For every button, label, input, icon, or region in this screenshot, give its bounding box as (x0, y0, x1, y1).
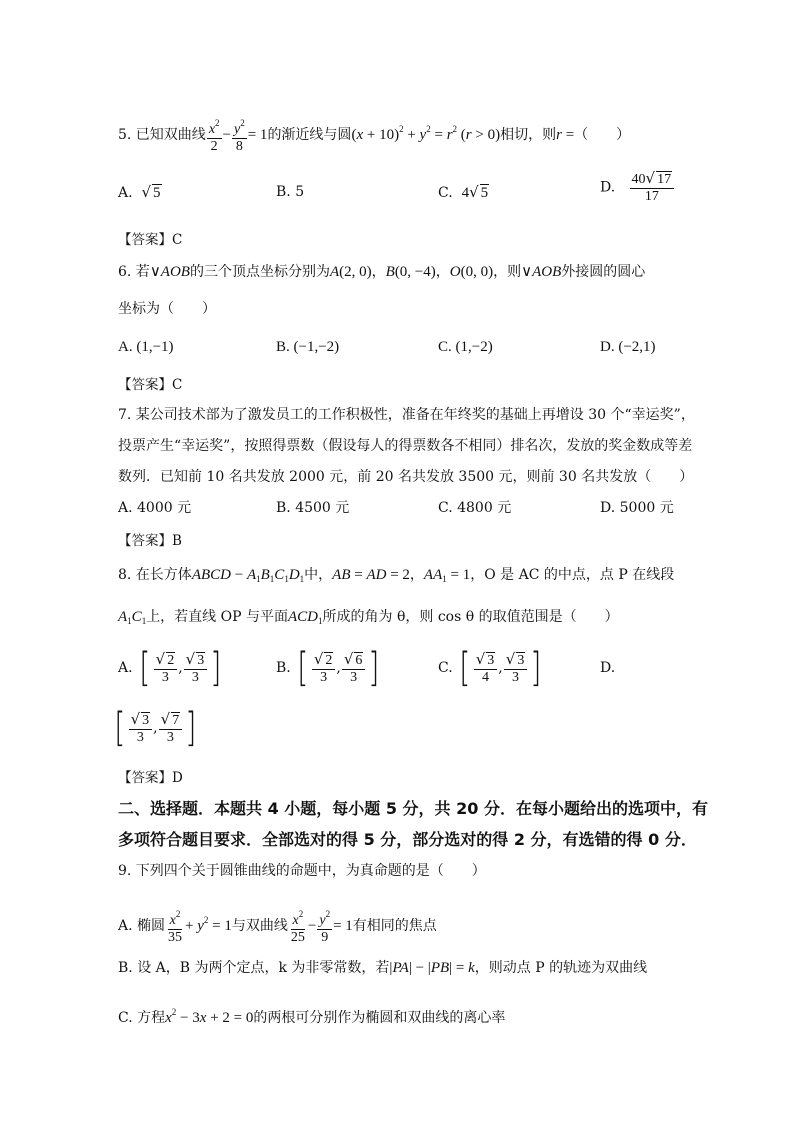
q7-stem-line1: 7. 某公司技术部为了激发员工的工作积极性，准备在年终奖的基础上再增设 30 个“幸运奖”， (118, 407, 695, 423)
q6-option-b: B. (−1,−2) (276, 339, 340, 355)
q7-answer: 【答案】B (118, 533, 182, 549)
q5-stem: 5. 已知双曲线 $\frac{x^2}{2}$ − $\frac{y^2}{8}$ = 1的渐近线与圆$(x + 10)^2 + y^2 = r^2$ (r > 0)相切，则r =（ ） (118, 115, 630, 155)
q9-stem: 9. 下列四个关于圆锥曲线的命题中，为真命题的是（ ） (118, 863, 486, 879)
q5-option-d: D. $\frac{40√ 17}{17}$ (600, 170, 675, 205)
q6-stem: 6. 若∨AOB的三个顶点坐标分别为A(2, 0)，B(0, −4)，O(0, 0)，则∨AOB外接圆的圆心 (118, 264, 646, 280)
q9-option-a: A. 椭圆 $\frac{x^2}{35}$ + $y^2 = 1$与双曲线 $\frac{x^2}{25}$ − $\frac{y^2}{9}$ = 1有相同的焦点 (118, 906, 437, 946)
q7-option-b: B. 4500 元 (276, 500, 350, 516)
q8-option-d: D. (600, 660, 616, 676)
q7-option-c: C. 4800 元 (438, 500, 512, 516)
q8-option-a: A. [ $\frac{√ 2}{3}$ , $\frac{√ 3}{3}$ ] (118, 645, 222, 691)
q7-option-a: A. 4000 元 (118, 500, 192, 516)
q5-answer: 【答案】C (118, 232, 183, 248)
q6-option-a: A. (1,−1) (118, 339, 174, 355)
section-2-heading-line2: 多项符合题目要求．全部选对的得 5 分，部分选对的得 2 分，有选错的得 0 分． (118, 830, 697, 849)
q5-option-a: A. √ 5 (118, 183, 161, 201)
q8-option-c: C. [ $\frac{√ 3}{4}$ , $\frac{√ 3}{3}$ ] (438, 645, 542, 691)
q8-option-d-value: [ $\frac{√ 3}{3}$ , $\frac{√ 7}{3}$ ] (114, 705, 197, 751)
q6-option-d: D. (−2,1) (600, 339, 656, 355)
q5-option-c: C. 4√ 5 (438, 183, 489, 201)
q7-option-d: D. 5000 元 (600, 500, 674, 516)
q8-option-b: B. [ $\frac{√ 2}{3}$ , $\frac{√ 6}{3}$ ] (276, 645, 380, 691)
q8-answer: 【答案】D (118, 770, 183, 786)
q6-stem-cont: 坐标为（ ） (118, 301, 216, 317)
q5-option-b: B. 5 (276, 184, 305, 200)
q9-option-b: B. 设 A，B 为两个定点，k 为非零常数，若|PA| − |PB| = k，则动点 P 的轨迹为双曲线 (118, 960, 648, 976)
q6-option-c: C. (1,−2) (438, 339, 493, 355)
q8-stem-cont: $A_1C_1$上，若直线 OP 与平面$ACD_1$所成的角为 θ，则 cos θ 的取值范围是（ ） (118, 609, 619, 626)
q6-answer: 【答案】C (118, 377, 183, 393)
q9-option-c: C. 方程$x^2 - 3x + 2 = 0$的两根可分别作为椭圆和双曲线的离心率 (118, 1007, 506, 1026)
q7-stem-line2: 投票产生“幸运奖”，按照得票数（假设每人的得票数各不相同）排名次，发放的奖金数成等差 (118, 438, 693, 454)
q8-stem: 8. 在长方体ABCD − $A_1B_1C_1D_1$中，AB = AD = 2，$AA_1 = 1$，O 是 AC 的中点，点 P 在线段 (118, 567, 675, 584)
section-2-heading-line1: 二、选择题．本题共 4 小题，每小题 5 分，共 20 分．在每小题给出的选项中，有 (118, 799, 708, 818)
q7-stem-line3: 数列．已知前 10 名共发放 2000 元，前 20 名共发放 3500 元，则前 30 名共发放（ ） (118, 469, 694, 485)
